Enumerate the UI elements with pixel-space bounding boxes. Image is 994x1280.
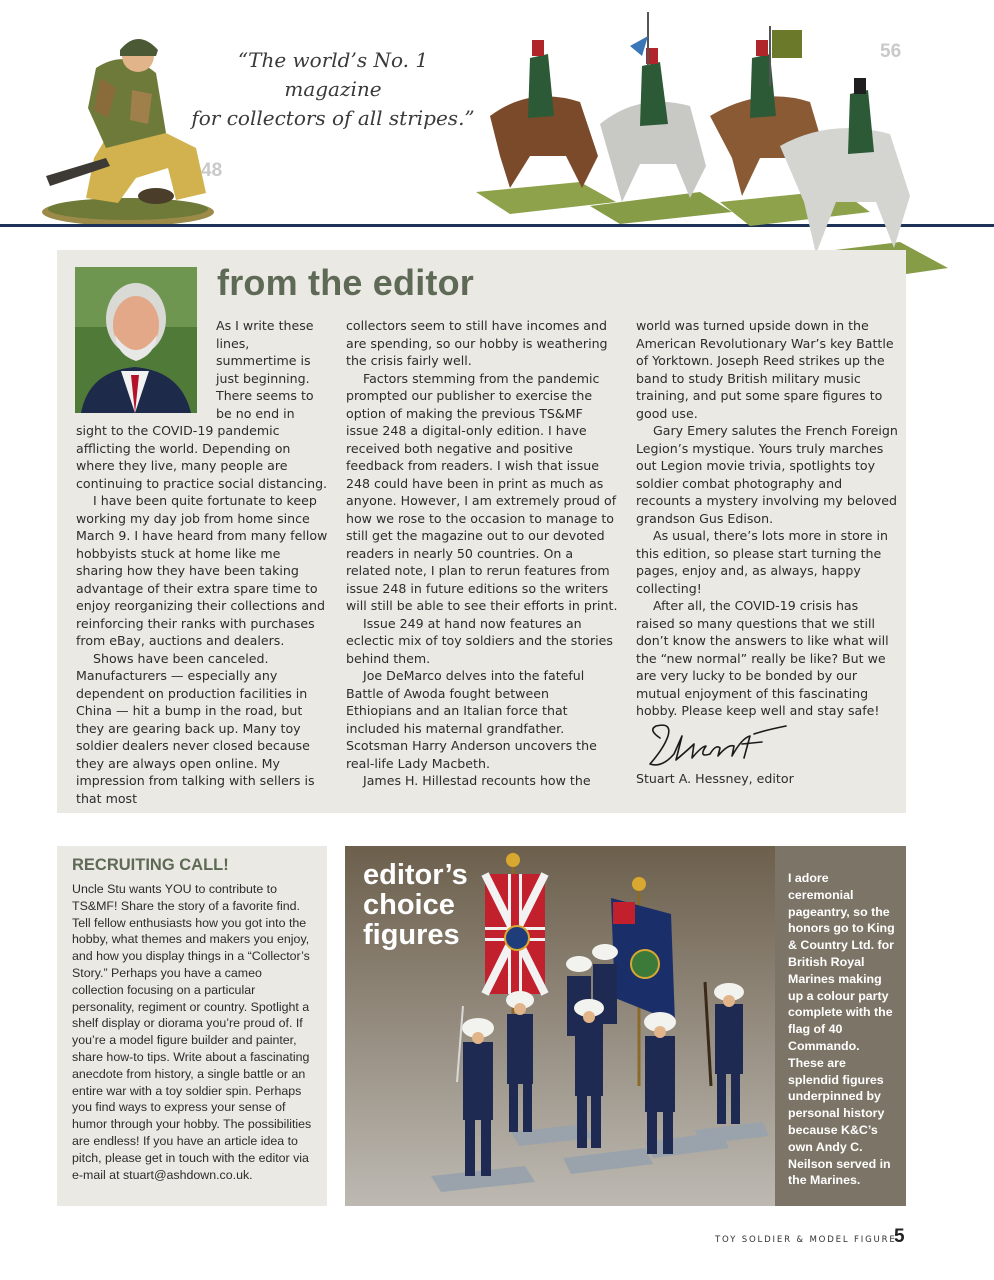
editor-section-title: from the editor	[217, 262, 475, 303]
editor-paragraph: world was turned upside down in the American Revolutionary War’s key Battle of Yorktown. Joseph Reed strikes up the band to study British military music training, and put some spare figures to good use.	[636, 318, 894, 421]
recruiting-title: RECRUITING CALL!	[72, 856, 229, 874]
editor-paragraph: Factors stemming from the pandemic prompted our publisher to exercise the option of making the previous TS&MF issue 248 a digital-only edition. I have received both negative and positive feedback from readers. I wish that issue 248 could have been in print as much as anyone. However, I am extremely proud of how we rose to the occasion to manage to still get the magazine out to our devoted readers in nearly 50 countries. On a related note, I plan to rerun features from issue 248 in future editions so the writers will still be able to see their efforts in print.	[346, 370, 618, 613]
editors-choice-text: I adore ceremonial pageantry, so the honors go to King & Country Ltd. for British Royal Marines making up a colour party complete with the flag of 40 Commando. These are splendid figures underpinned by personal history because K&C’s own Andy C. Neilson served in the Marines.	[788, 871, 895, 1188]
page-reference-right[interactable]: 56	[880, 41, 902, 62]
editors-choice-sidebar	[775, 846, 906, 1206]
footer-magazine-name: TOY SOLDIER & MODEL FIGURE	[715, 1235, 897, 1245]
editor-paragraph: As I write these lines, summertime is just beginning. There seems to be no end in sight to the COVID-19 pandemic afflicting the world. Depending on where they live, many people are continuing to practice social distancing.	[76, 318, 328, 491]
editor-paragraph: collectors seem to still have incomes and are spending, so our hobby is weathering the crisis fairly well.	[346, 318, 608, 368]
editor-column-1	[76, 317, 329, 807]
editor-column-2	[346, 317, 618, 790]
editor-paragraph: Shows have been canceled. Manufacturers — especially any dependent on production facilities in China — hit a bump in the road, but they are gearing back up. Many toy soldier dealers never closed because they are always open online. My impression from talking with sellers is that most	[76, 650, 315, 806]
quote-line-1: “The world’s No. 1 magazine	[237, 48, 429, 101]
editor-paragraph: Gary Emery salutes the French Foreign Legion’s mystique. Yours truly marches out Legion movie trivia, spotlights toy soldier combat photography and recounts a mystery involving my beloved grandson Gus Edison.	[636, 423, 898, 526]
editor-paragraph: Joe DeMarco delves into the fateful Battle of Awoda fought between Ethiopians and an Italian force that included his maternal grandfather. Scotsman Harry Anderson uncovers the real-life Lady Macbeth.	[346, 668, 597, 771]
magazine-quote	[188, 46, 478, 133]
editors-choice-title-line: figures	[363, 919, 460, 951]
recruiting-body: Uncle Stu wants YOU to contribute to TS&MF! Share the story of a favorite find. Tell fellow enthusiasts how you got into the hobby, what themes and makers you enjoy, and how you display things in a “Collector’s Story.” Perhaps you have a cameo collection focusing on a particular personality, regiment or country. Spotlight a shelf display or diorama you’re proud of. If you’re a model figure builder and painter, share how-to tips. Write about a fascinating anecdote from history, a single battle or an entire war with a toy soldier spin. Perhaps you find ways to express your sense of humor through your hobby. The possibilities are endless! If you have an article idea to pitch, please get in touch with the editor via e-mail at stuart@ashdown.co.uk.	[72, 882, 312, 1182]
editor-column-3	[636, 317, 898, 787]
editor-signoff: Stuart A. Hessney, editor	[636, 770, 794, 786]
page-reference-left[interactable]: 48	[201, 160, 223, 181]
footer-page-number: 5	[894, 1226, 905, 1247]
editor-paragraph: James H. Hillestad recounts how the	[363, 773, 591, 788]
editors-choice-title-line: choice	[363, 889, 455, 921]
editors-choice-box	[345, 846, 906, 1206]
recruiting-call-box	[57, 846, 327, 1206]
editor-paragraph: I have been quite fortunate to keep working my day job from home since March 9. I have heard from many fellow hobbyists stuck at home like me sharing how they have been taking advantage of their extra spare time to enjoy reorganizing their collections and reinforcing their ranks with purchases from eBay, auctions and dealers.	[76, 493, 328, 648]
editor-paragraph: As usual, there’s lots more in store in this edition, so please start turning the pages, enjoy and, as always, happy collecting!	[636, 528, 888, 596]
editor-paragraph: After all, the COVID-19 crisis has raised so many questions that we still don’t know the answers to like what will the “new normal” really be like? But we are very lucky to be bonded by our mutual enjoyment of this fascinating hobby. Please keep well and stay safe!	[636, 598, 889, 718]
editor-paragraph: Issue 249 at hand now features an eclectic mix of toy soldiers and the stories behind them.	[346, 615, 613, 666]
quote-line-2: for collectors of all stripes.”	[191, 106, 475, 130]
editor-signature	[646, 724, 796, 770]
page-header	[0, 0, 994, 250]
editors-choice-title	[363, 860, 513, 950]
editors-choice-title-line: editor’s	[363, 859, 468, 891]
